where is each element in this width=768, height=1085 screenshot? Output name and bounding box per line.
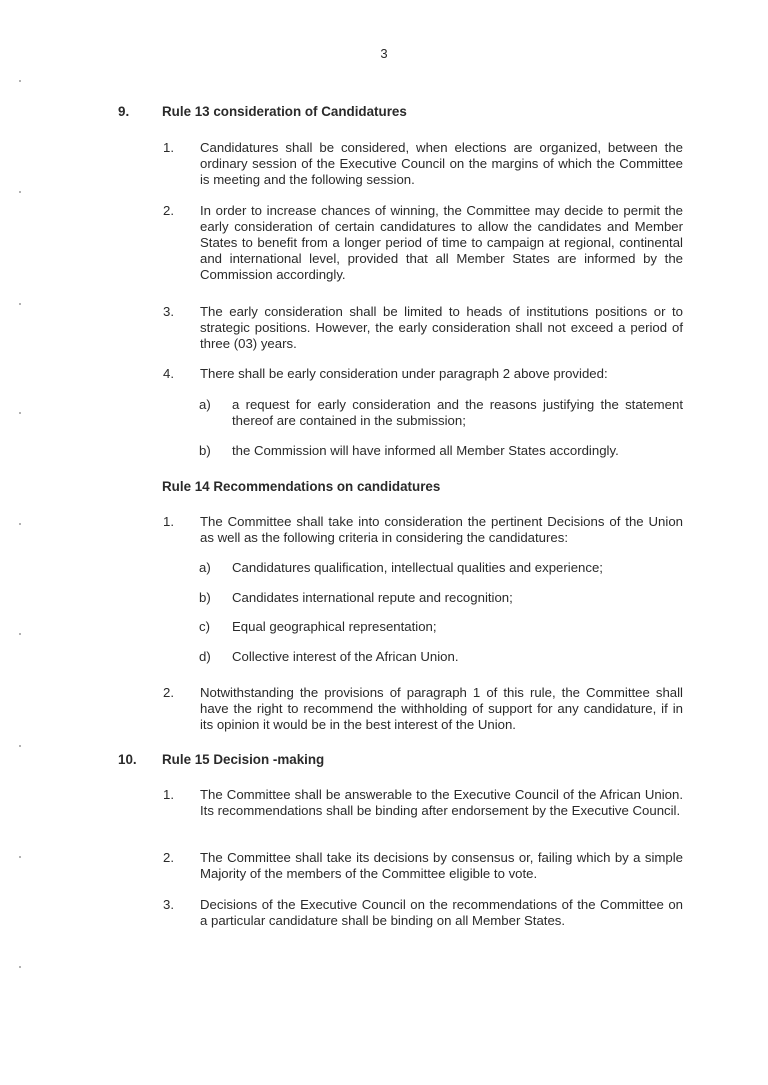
section-number: 10. [118,752,137,767]
sub-item-text: Collective interest of the African Union. [232,649,459,664]
item-number: 3. [163,304,174,319]
item-text: Decisions of the Executive Council on the recommendations of the Committee on a particular candidature shall be binding on all Member States. [200,897,683,928]
item-number: 1. [163,787,174,802]
sub-item-label: a) [199,560,211,575]
sub-item-label: b) [199,443,211,458]
item-text: The Committee shall be answerable to the Executive Council of the African Union. Its recommendations shall be binding after endorsement by the Executive Council. [200,787,683,818]
sub-item-text: a request for early consideration and the reasons justifying the statement thereof are contained in the submission; [232,397,683,428]
sub-item [199,560,683,576]
section-title: Rule 15 Decision -making [162,752,325,767]
margin-mark [19,523,21,525]
margin-mark [19,633,21,635]
margin-mark [19,80,21,82]
item-text: The early consideration shall be limited to heads of institutions positions or to strategic positions. However, the early consideration shall not exceed a period of three (03) years. [200,304,683,351]
sub-item [199,619,683,635]
sub-item-label: c) [199,619,210,634]
sub-item [199,397,683,429]
sub-item-label: a) [199,397,211,412]
paragraph-item [163,203,683,283]
item-text: In order to increase chances of winning, the Committee may decide to permit the early consideration of certain candidatures to allow the candidates and Member States to benefit from a longer period of time to campaign at regional, continental and international level, provided that all Member States are informed by the Commission accordingly. [200,203,683,282]
margin-mark [19,966,21,968]
item-number: 1. [163,140,174,155]
item-text: The Committee shall take its decisions by consensus or, failing which by a simple Majority of the members of the Committee eligible to vote. [200,850,683,881]
item-number: 4. [163,366,174,381]
sub-item-text: Equal geographical representation; [232,619,437,634]
section-title: Rule 13 consideration of Candidatures [162,104,407,119]
sub-item-text: the Commission will have informed all Member States accordingly. [232,443,619,458]
paragraph-item [163,366,683,382]
paragraph-item [163,787,683,819]
paragraph-item [163,897,683,929]
sub-item-text: Candidates international repute and recognition; [232,590,513,605]
margin-mark [19,412,21,414]
paragraph-item [163,514,683,546]
item-number: 2. [163,203,174,218]
item-text: There shall be early consideration under paragraph 2 above provided: [200,366,608,381]
item-text: Candidatures shall be considered, when elections are organized, between the ordinary session of the Executive Council on the margins of which the Committee is meeting and the following session. [200,140,683,187]
item-number: 3. [163,897,174,912]
margin-mark [19,745,21,747]
paragraph-item [163,304,683,352]
paragraph-item [163,850,683,882]
item-text: The Committee shall take into consideration the pertinent Decisions of the Union as well as the following criteria in considering the candidatures: [200,514,683,545]
item-number: 2. [163,850,174,865]
sub-item [199,443,683,459]
margin-mark [19,856,21,858]
item-text: Notwithstanding the provisions of paragraph 1 of this rule, the Committee shall have the right to recommend the withholding of support for any candidature, if in its opinion it would be in the best interest of the Union. [200,685,683,732]
item-number: 2. [163,685,174,700]
margin-mark [19,303,21,305]
sub-item-label: d) [199,649,211,664]
paragraph-item [163,685,683,733]
sub-item [199,649,683,665]
margin-mark [19,191,21,193]
sub-item-text: Candidatures qualification, intellectual qualities and experience; [232,560,603,575]
section-title: Rule 14 Recommendations on candidatures [162,479,441,494]
section-number: 9. [118,104,130,119]
sub-item-label: b) [199,590,211,605]
paragraph-item [163,140,683,188]
sub-item [199,590,683,606]
page-number: 3 [380,46,388,61]
item-number: 1. [163,514,174,529]
